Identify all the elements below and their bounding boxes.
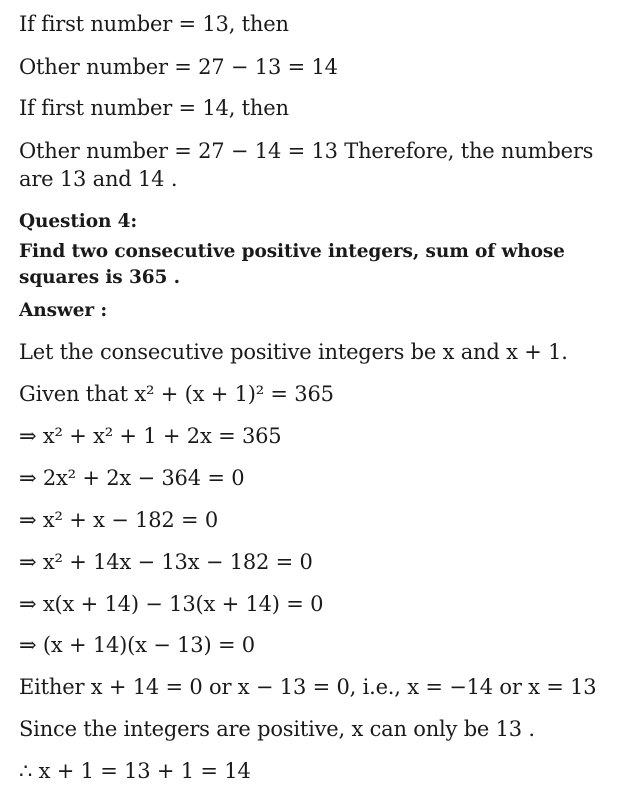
math-line: ⇒ (x + 14)(x − 13) = 0	[19, 633, 255, 657]
answer-heading: Answer :	[19, 300, 108, 321]
math-line: ⇒ x² + x² + 1 + 2x = 365	[19, 424, 282, 448]
text-line: If first number = 13, then	[19, 12, 289, 36]
math-line: Given that x² + (x + 1)² = 365	[19, 382, 334, 406]
text-line: Let the consecutive positive integers be x and x + 1.	[19, 340, 568, 364]
text-line: Since the integers are positive, x can only be 13 .	[19, 717, 535, 741]
text-line: Other number = 27 − 13 = 14	[19, 55, 338, 79]
text-line: Other number = 27 − 14 = 13 Therefore, the numbers	[19, 139, 594, 163]
math-line: ⇒ x(x + 14) − 13(x + 14) = 0	[19, 592, 324, 616]
math-line: ⇒ x² + x − 182 = 0	[19, 508, 219, 532]
question-heading: Question 4:	[19, 211, 138, 232]
text-line: are 13 and 14 .	[19, 167, 178, 191]
question-text: Find two consecutive positive integers, sum of whose	[19, 241, 565, 262]
text-line: If first number = 14, then	[19, 96, 289, 120]
text-line: Either x + 14 = 0 or x − 13 = 0, i.e., x = −14 or x = 13	[19, 675, 597, 699]
question-text: squares is 365 .	[19, 267, 180, 288]
math-line: ⇒ 2x² + 2x − 364 = 0	[19, 466, 245, 490]
math-line: ⇒ x² + 14x − 13x − 182 = 0	[19, 550, 313, 574]
math-line: ∴ x + 1 = 13 + 1 = 14	[19, 759, 251, 783]
